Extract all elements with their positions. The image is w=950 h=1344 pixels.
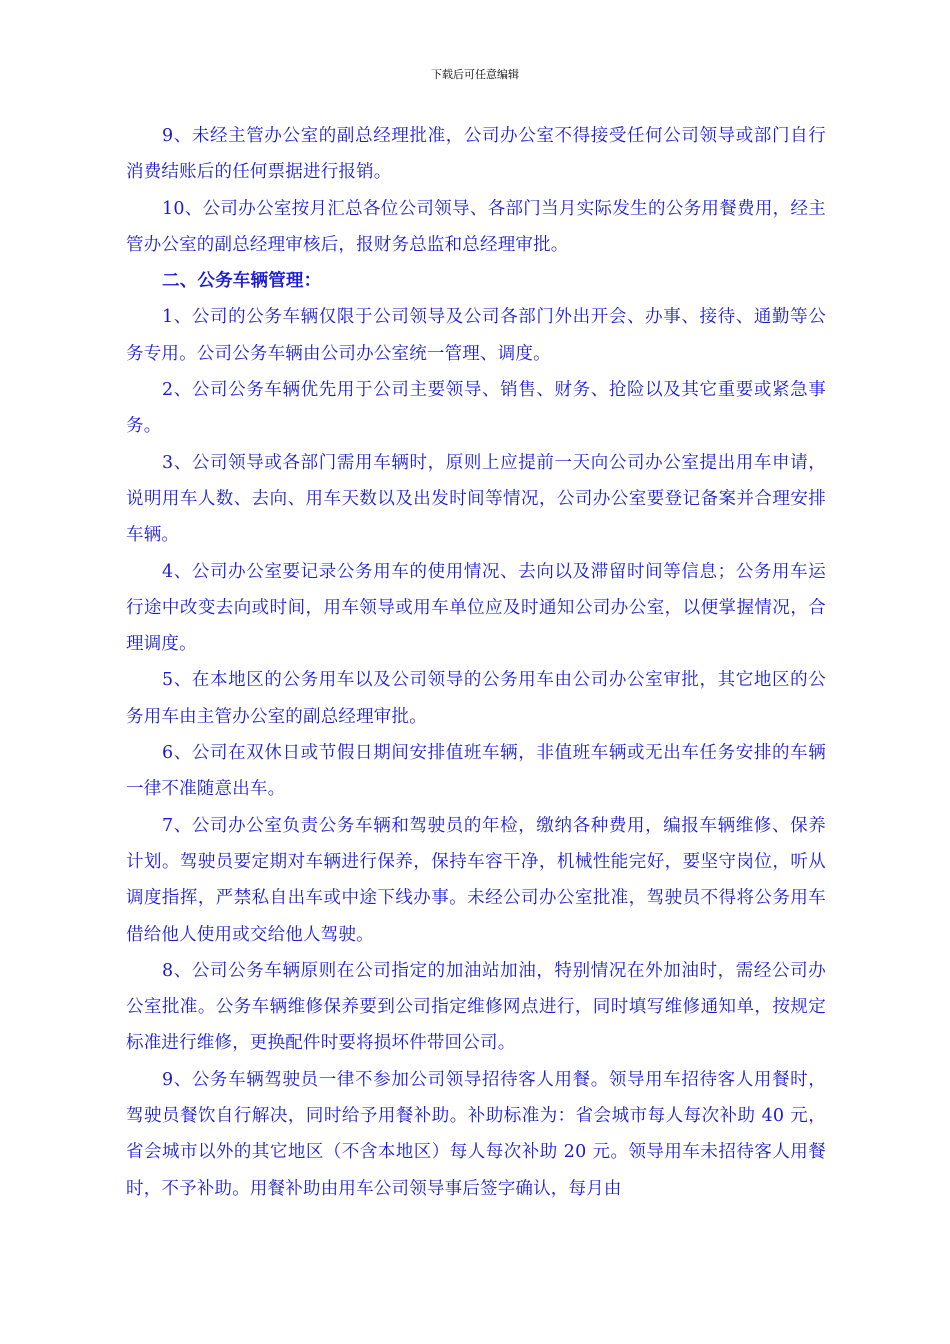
paragraph-item-3-vehicles: 3、公司领导或各部门需用车辆时，原则上应提前一天向公司办公室提出用车申请，说明用车人数、去向、用车天数以及出发时间等情况，公司办公室要登记备案并合理安排车辆。 xyxy=(126,452,826,546)
paragraph-item-10-meals: 10、公司办公室按月汇总各位公司领导、各部门当月实际发生的公务用餐费用，经主管办公室的副总经理审核后，报财务总监和总经理审批。 xyxy=(126,198,826,255)
document-body xyxy=(126,118,826,1207)
paragraph-item-1-vehicles: 1、公司的公务车辆仅限于公司领导及公司各部门外出开会、办事、接待、通勤等公务专用。公司公务车辆由公司办公室统一管理、调度。 xyxy=(126,307,826,364)
paragraph-item-5-vehicles: 5、在本地区的公务用车以及公司领导的公务用车由公司办公室审批，其它地区的公务用车由主管办公室的副总经理审批。 xyxy=(126,670,826,727)
paragraph-item-9-vehicles: 9、公务车辆驾驶员一律不参加公司领导招待客人用餐。领导用车招待客人用餐时，驾驶员餐饮自行解决，同时给予用餐补助。补助标准为：省会城市每人每次补助 40 元，省会城市以外的其它地区（不含本地区）每人每次补助 20 元。领导用车未招待客人用餐时，不予补助。用餐补助由用车公司领导事后签字确认，每月由 xyxy=(126,1069,826,1199)
paragraph-item-2-vehicles: 2、公司公务车辆优先用于公司主要领导、销售、财务、抢险以及其它重要或紧急事务。 xyxy=(126,380,826,437)
paragraph-item-7-vehicles: 7、公司办公室负责公务车辆和驾驶员的年检，缴纳各种费用，编报车辆维修、保养计划。驾驶员要定期对车辆进行保养，保持车容干净，机械性能完好，要坚守岗位，听从调度指挥，严禁私自出车或中途下线办事。未经公司办公室批准，驾驶员不得将公务用车借给他人使用或交给他人驾驶。 xyxy=(126,815,826,945)
paragraph-item-4-vehicles: 4、公司办公室要记录公务用车的使用情况、去向以及滞留时间等信息；公务用车运行途中改变去向或时间，用车领导或用车单位应及时通知公司办公室，以便掌握情况，合理调度。 xyxy=(126,561,826,655)
paragraph-item-6-vehicles: 6、公司在双休日或节假日期间安排值班车辆，非值班车辆或无出车任务安排的车辆一律不准随意出车。 xyxy=(126,743,826,800)
section-heading-vehicle-management: 二、公务车辆管理： xyxy=(162,271,322,292)
page-header: 下载后可任意编辑 xyxy=(431,68,519,81)
paragraph-item-9-meals: 9、未经主管办公室的副总经理批准，公司办公室不得接受任何公司领导或部门自行消费结账后的任何票据进行报销。 xyxy=(126,126,826,183)
paragraph-item-8-vehicles: 8、公司公务车辆原则在公司指定的加油站加油，特别情况在外加油时，需经公司办公室批准。公务车辆维修保养要到公司指定维修网点进行，同时填写维修通知单，按规定标准进行维修，更换配件时要将损坏件带回公司。 xyxy=(126,960,826,1054)
